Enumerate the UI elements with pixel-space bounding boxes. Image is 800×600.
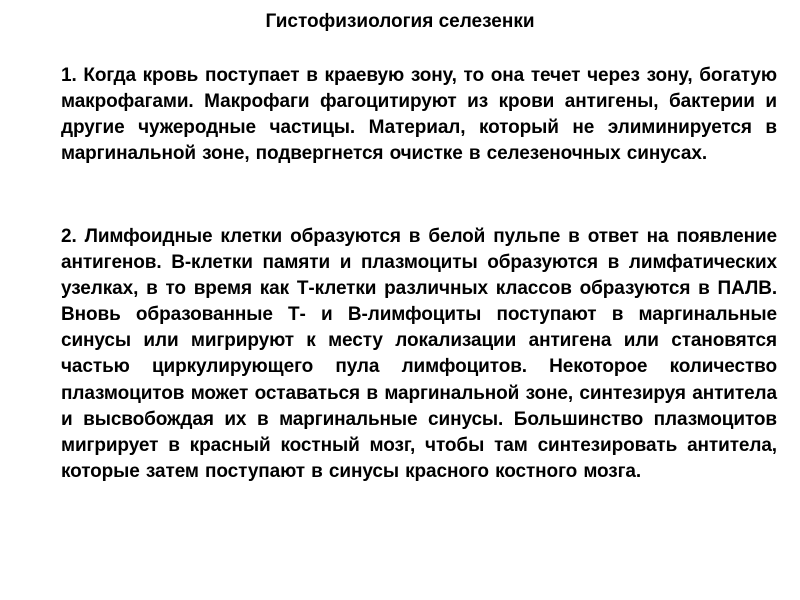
page-title: Гистофизиология селезенки [265, 11, 535, 32]
paragraph-2: 2. Лимфоидные клетки образуются в белой пульпе в ответ на появление антигенов. В-клетки памяти и плазмоциты образуются в лимфатических узелках, в то время как Т-клетки различных классов образуются в ПАЛВ. Вновь образованные Т- и В-лимфоциты поступают в маргинальные синусы или мигрируют к месту локализации антигена или становятся частью циркулирующего пула лимфоцитов. Некоторое количество плазмоцитов может оставаться в маргинальной зоне, синтезируя антитела и высвобождая их в маргинальные синусы. Большинство плазмоцитов мигрирует в красный костный мозг, чтобы там синтезировать антитела, которые затем поступают в синусы красного костного мозга. [61, 226, 777, 482]
paragraph-1: 1. Когда кровь поступает в краевую зону, то она течет через зону, богатую макрофагами. Макрофаги фагоцитируют из крови антигены, бактерии и другие чужеродные частицы. Материал, который не элиминируется в маргинальной зоне, подвергнется очистке в селезеночных синусах. [61, 65, 777, 165]
